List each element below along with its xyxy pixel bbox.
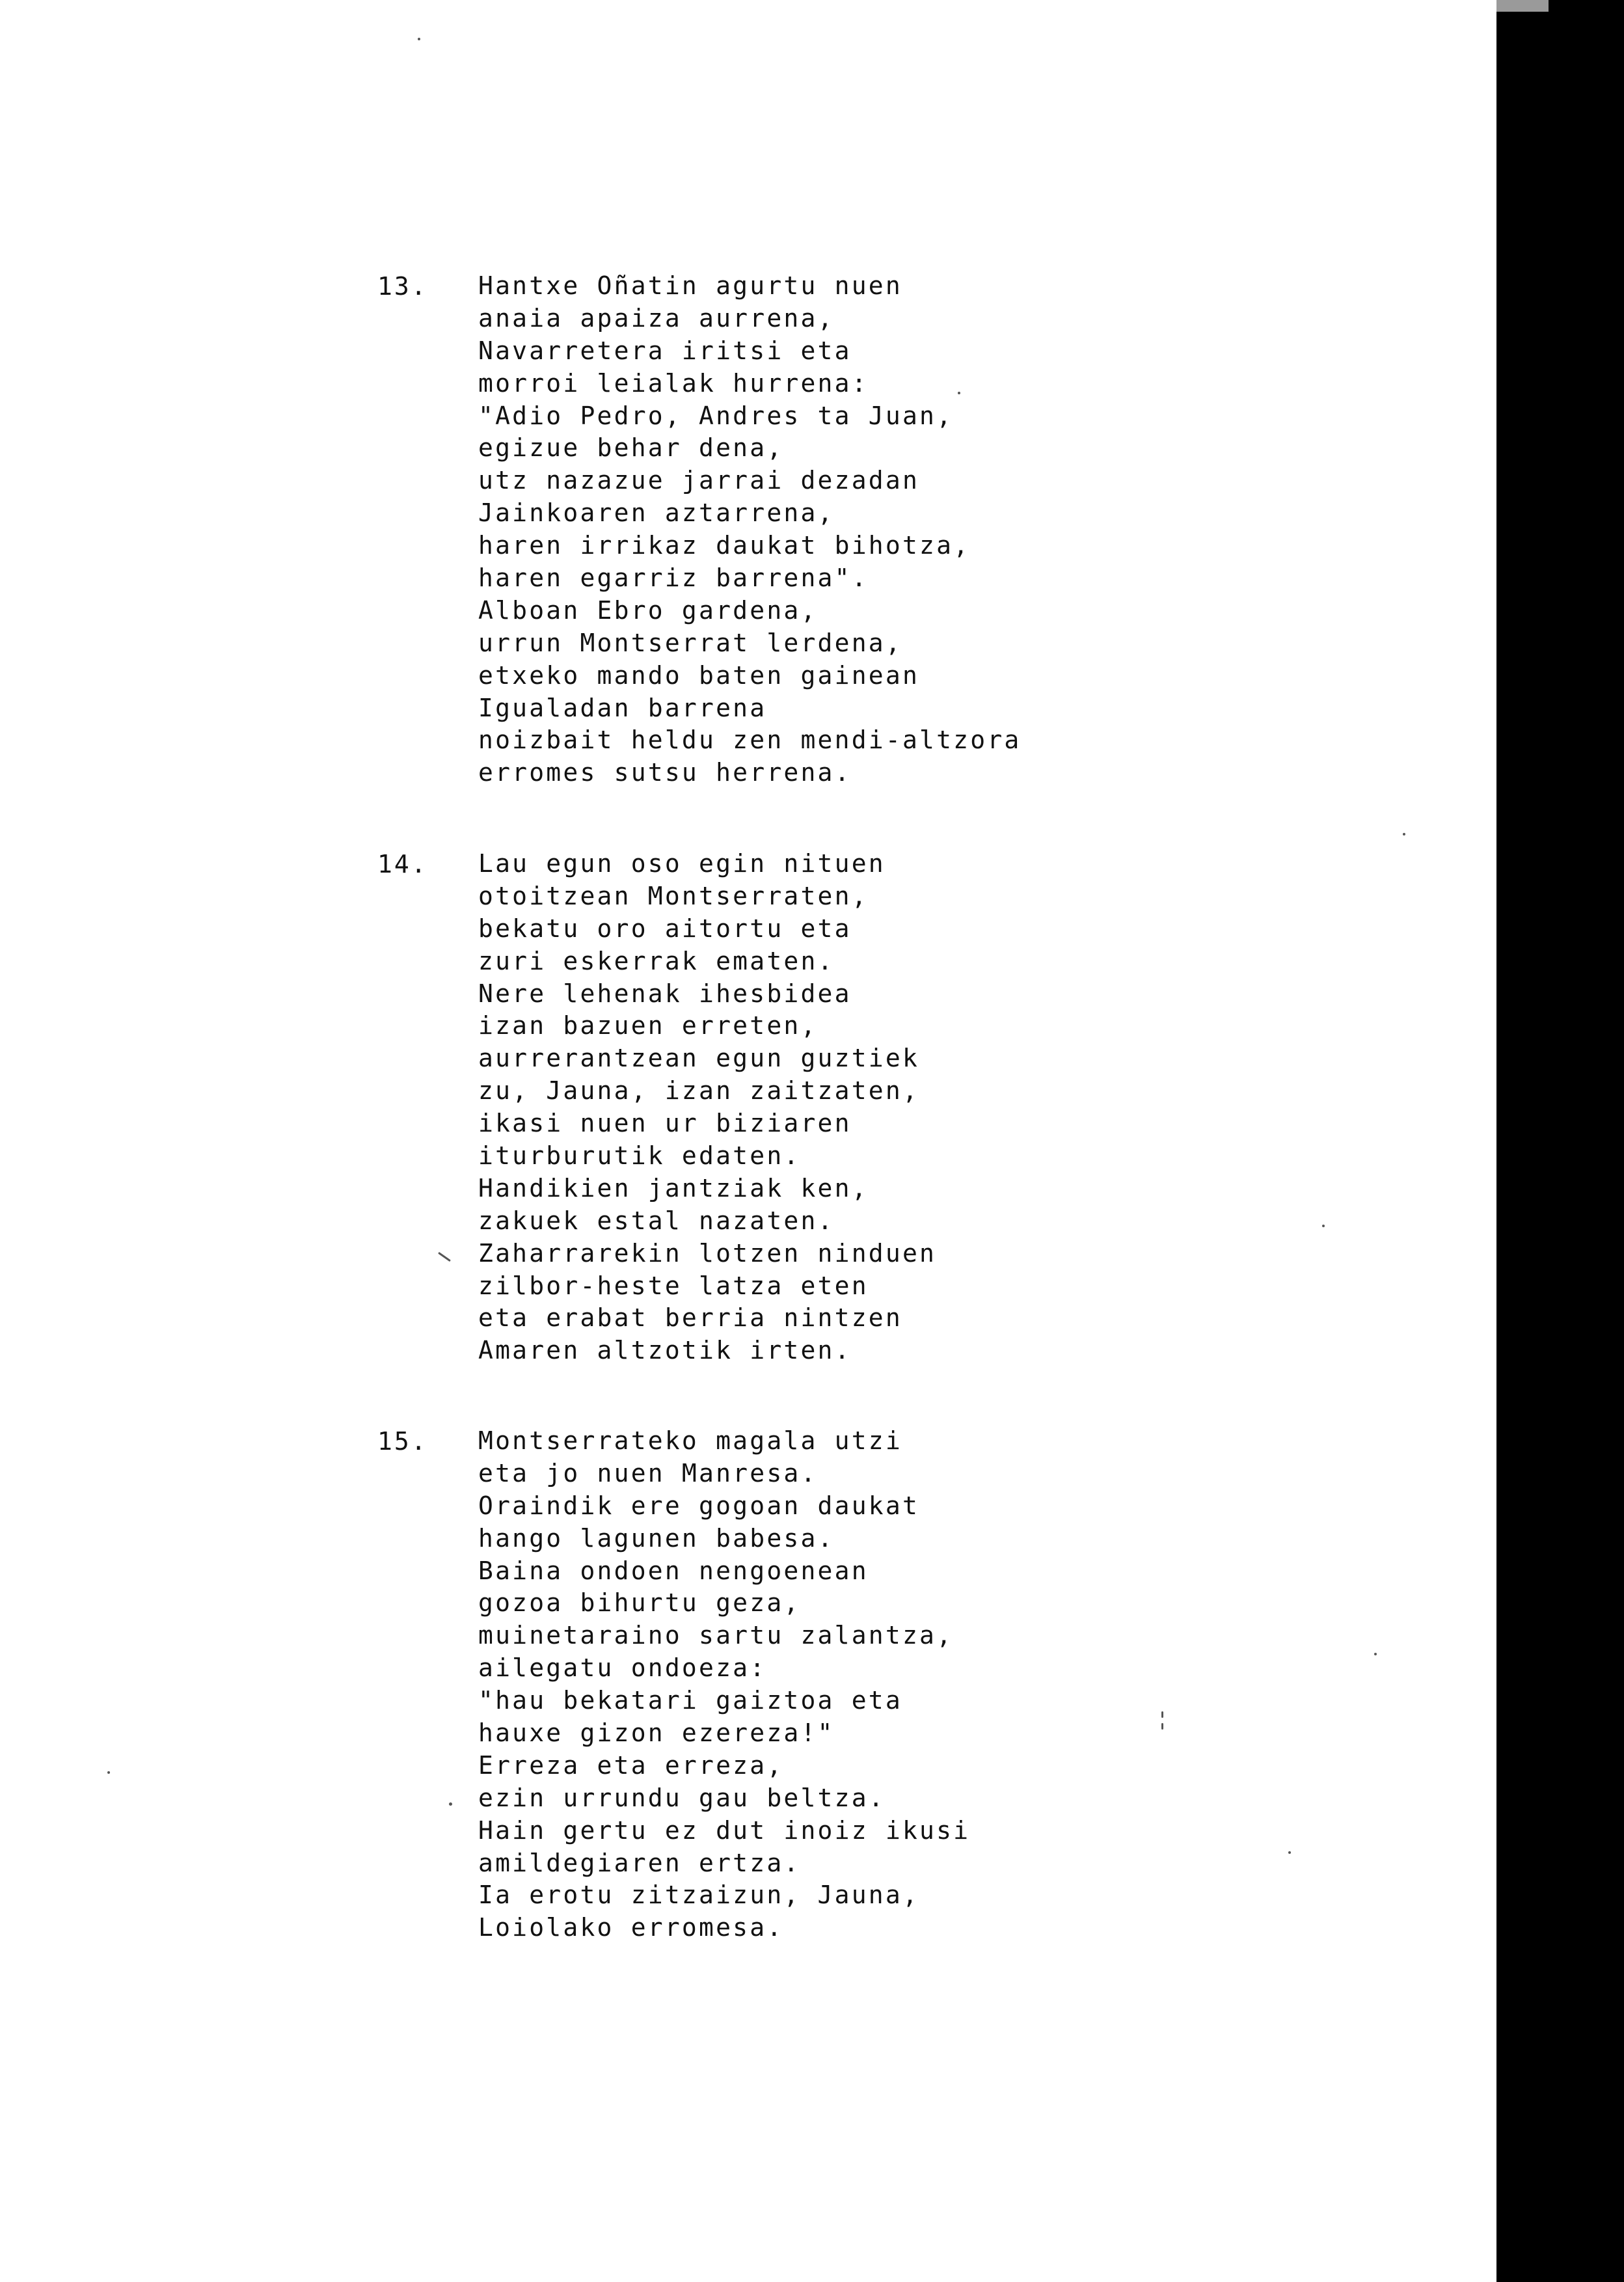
verse-line: bekatu oro aitortu eta: [478, 914, 852, 943]
verse-line: Navarretera iritsi eta: [478, 336, 852, 365]
stanza-number: 14.: [377, 850, 428, 878]
verse-line: zilbor-heste latza eten: [478, 1271, 869, 1300]
verse-line: hauxe gizon ezereza!": [478, 1718, 835, 1748]
verse-lines: [478, 1425, 1454, 1944]
stanza-number: 13.: [377, 272, 428, 301]
scan-speck: [107, 1771, 110, 1774]
verse-line: ezin urrundu gau beltza.: [478, 1783, 886, 1812]
verse-line: Amaren altzotik irten.: [478, 1336, 852, 1365]
scan-speck: [418, 38, 420, 40]
verse-line: ikasi nuen ur biziaren: [478, 1109, 852, 1138]
verse-line: Jainkoaren aztarrena,: [478, 498, 835, 528]
verse-line: Baina ondoen nengoenean: [478, 1556, 869, 1585]
verse-line: zakuek estal nazaten.: [478, 1206, 835, 1235]
verse-lines: [478, 848, 1454, 1367]
scan-speck: [438, 1252, 451, 1262]
scan-edge-artifact: [1496, 0, 1549, 12]
verse-line: gozoa bihurtu geza,: [478, 1588, 801, 1618]
stanza-number: 15.: [377, 1427, 428, 1456]
verse-line: Zaharrarekin lotzen ninduen: [478, 1238, 937, 1268]
scan-speck: [449, 1802, 452, 1806]
verse-line: "Adio Pedro, Andres ta Juan,: [478, 401, 954, 430]
verse-line: "hau bekatari gaiztoa eta: [478, 1686, 902, 1715]
verse-line: urrun Montserrat lerdena,: [478, 628, 902, 657]
verse-line: Nere lehenak ihesbidea: [478, 979, 852, 1008]
verse-line: izan bazuen erreten,: [478, 1011, 818, 1040]
verse-line: noizbait heldu zen mendi-altzora: [478, 726, 1022, 755]
verse-line: Hantxe Oñatin agurtu nuen: [478, 271, 902, 300]
verse-line: Ia erotu zitzaizun, Jauna,: [478, 1881, 920, 1910]
verse-line: egizue behar dena,: [478, 433, 784, 463]
verse-line: haren irrikaz daukat bihotza,: [478, 531, 971, 560]
verse-lines: [478, 270, 1454, 789]
scan-speck: [1288, 1851, 1291, 1854]
verse-line: Handikien jantziak ken,: [478, 1173, 869, 1202]
verse-line: Igualadan barrena: [478, 693, 767, 722]
verse-line: muinetaraino sartu zalantza,: [478, 1621, 954, 1650]
scan-speck: [1403, 833, 1405, 835]
scan-speck: [1374, 1653, 1377, 1655]
verse-line: zu, Jauna, izan zaitzaten,: [478, 1076, 920, 1106]
verse-line: Montserrateko magala utzi: [478, 1426, 902, 1455]
scan-speck: [958, 392, 960, 394]
verse-line: otoitzean Montserraten,: [478, 881, 869, 910]
verse-line: Lau egun oso egin nituen: [478, 849, 886, 878]
scan-speck: [1161, 1723, 1163, 1730]
verse-line: iturburutik edaten.: [478, 1141, 801, 1171]
verse-line: utz nazazue jarrai dezadan: [478, 466, 920, 495]
verse-line: amildegiaren ertza.: [478, 1848, 801, 1877]
scan-speck: [1161, 1711, 1163, 1718]
scan-black-edge: [1496, 0, 1624, 2282]
verse-line: aurrerantzean egun guztiek: [478, 1044, 920, 1073]
verse-line: zuri eskerrak ematen.: [478, 946, 835, 975]
verse-line: Loiolako erromesa.: [478, 1913, 784, 1942]
verse-line: Hain gertu ez dut inoiz ikusi: [478, 1815, 971, 1845]
verse-line: haren egarriz barrena".: [478, 564, 869, 593]
verse-line: Oraindik ere gogoan daukat: [478, 1491, 920, 1520]
verse-line: Alboan Ebro gardena,: [478, 595, 818, 625]
verse-line: ailegatu ondoeza:: [478, 1653, 767, 1683]
verse-line: erromes sutsu herrena.: [478, 758, 852, 787]
verse-line: etxeko mando baten gainean: [478, 660, 920, 690]
verse-line: hango lagunen babesa.: [478, 1523, 835, 1553]
verse-line: Erreza eta erreza,: [478, 1750, 784, 1780]
scan-speck: [1322, 1225, 1325, 1227]
verse-line: eta erabat berria nintzen: [478, 1303, 902, 1333]
verse-line: eta jo nuen Manresa.: [478, 1458, 818, 1487]
verse-line: morroi leialak hurrena:: [478, 368, 869, 398]
verse-line: anaia apaiza aurrena,: [478, 303, 835, 333]
